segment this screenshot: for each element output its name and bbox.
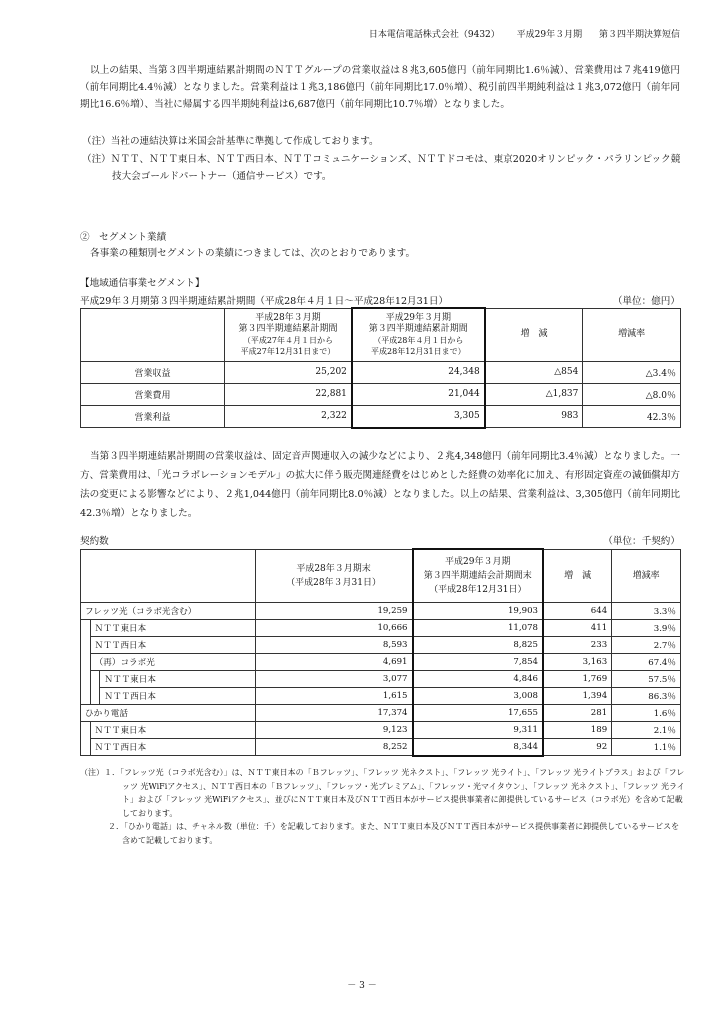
row-curr: 21,044	[352, 383, 485, 405]
row-rate: 3.3％	[612, 602, 681, 619]
table-row	[81, 738, 681, 756]
row-diff: 92	[543, 738, 612, 756]
header-report: 第３四半期決算短信	[598, 30, 680, 40]
row-label: ＮＴＴ東日本	[90, 619, 255, 636]
row-diff: 411	[543, 619, 612, 636]
header-curr-line3: （平成28年４月１日から	[373, 335, 464, 345]
row-label: ひかり電話	[81, 704, 256, 721]
row-label: 営業収益	[81, 361, 225, 383]
regional-paragraph: 当第３四半期連結累計期間の営業収益は、固定音声関連収入の減少などにより、２兆4,348億円（前年同期比3.4％減）となりました。一方、営業費用は、「光コラボレーションモデル」の拡大に伴う販売関連経費をはじめとした経費の効率化に加え、有形固定資産の減価償却方法の変更による影響などにより、２兆1,044億円（前年同期比8.0％減）となりました。以上の結果、営業利益は、3,305億円（前年同期比42.3％増）となりました。	[80, 451, 680, 519]
table-row	[81, 721, 681, 738]
row-curr: 9,311	[413, 721, 544, 738]
table-row	[81, 704, 681, 721]
row-curr: 4,846	[413, 670, 544, 687]
header-curr-line1: 平成29年３月期	[445, 556, 511, 567]
row-label: 営業利益	[81, 405, 225, 428]
table-row	[81, 670, 681, 687]
row-rate: 1.6％	[612, 704, 681, 721]
header-curr-end	[413, 549, 544, 602]
contracts-title: 契約数	[80, 536, 109, 547]
indent-cell	[90, 687, 100, 704]
header-curr-line2: 第３四半期連結会計期間末	[423, 570, 532, 581]
row-rate: 2.7％	[612, 636, 681, 653]
header-curr-line2: 第３四半期連結累計期間	[368, 323, 468, 334]
segment-section	[80, 230, 415, 262]
row-label: 営業費用	[81, 383, 225, 405]
row-curr: 3,008	[413, 687, 544, 704]
table-row	[81, 653, 681, 670]
table-row	[81, 636, 681, 653]
row-curr: 8,825	[413, 636, 544, 653]
footnotes	[80, 766, 685, 847]
row-label: ＮＴＴ西日本	[90, 636, 255, 653]
row-diff: 189	[543, 721, 612, 738]
header-prev-line2: （平成28年３月31日）	[286, 577, 382, 588]
row-prev: 4,691	[255, 653, 412, 670]
row-diff: 1,394	[543, 687, 612, 704]
row-label: ＮＴＴ西日本	[90, 738, 255, 756]
page-number: － 3 －	[347, 981, 377, 991]
row-rate: 86.3％	[612, 687, 681, 704]
table-header-row	[81, 549, 681, 602]
header-curr-period	[352, 308, 485, 361]
regional-title: 【地域通信事業セグメント】	[80, 278, 205, 289]
row-rate: 1.1％	[612, 738, 681, 756]
table-header-row	[81, 308, 681, 361]
row-curr: 7,854	[413, 653, 544, 670]
row-curr: 19,903	[413, 602, 544, 619]
row-curr: 17,655	[413, 704, 544, 721]
row-prev: 2,322	[224, 405, 351, 428]
row-diff: 281	[543, 704, 612, 721]
header-prev-period	[224, 308, 351, 361]
indent-cell	[81, 670, 91, 687]
row-prev: 25,202	[224, 361, 351, 383]
segment-intro: 各事業の種類別セグメントの業績につきましては、次のとおりであります。	[90, 248, 416, 259]
row-label: フレッツ光（コラボ光含む）	[81, 602, 256, 619]
header-blank	[81, 549, 256, 602]
regional-unit: （単位：億円）	[612, 296, 680, 307]
header-prev-line2: 第３四半期連結累計期間	[238, 323, 338, 334]
row-rate: △8.0％	[583, 383, 681, 405]
indent-cell	[81, 687, 91, 704]
header-prev-end	[255, 549, 412, 602]
row-curr: 8,344	[413, 738, 544, 756]
row-prev: 17,374	[255, 704, 412, 721]
header-rate: 増減率	[612, 549, 681, 602]
row-prev: 19,259	[255, 602, 412, 619]
header-prev-line1: 平成28年３月期	[255, 312, 321, 323]
indent-cell	[81, 721, 91, 738]
row-prev: 9,123	[255, 721, 412, 738]
row-prev: 8,252	[255, 738, 412, 756]
row-diff: 233	[543, 636, 612, 653]
header-prev-line3: （平成27年４月１日から	[242, 335, 334, 345]
table-row	[81, 687, 681, 704]
indent-cell	[81, 738, 91, 756]
row-label: （再）コラボ光	[90, 653, 255, 670]
row-rate: 3.9％	[612, 619, 681, 636]
table-row	[81, 383, 681, 405]
row-rate: 42.3％	[583, 405, 681, 428]
row-prev: 10,666	[255, 619, 412, 636]
row-curr: 11,078	[413, 619, 544, 636]
footnote-2: ２．「ひかり電話」は、チャネル数（単位：千）を記載しております。また、ＮＴＴ東日本及びＮＴＴ西日本がサービス提供事業者に卸提供しているサービスを含めて記載しております。	[108, 822, 680, 845]
segment-heading: ② セグメント業績	[80, 232, 167, 243]
indent-cell	[81, 619, 91, 636]
header-prev-line4: 平成27年12月31日まで）	[240, 346, 336, 356]
page-header	[355, 27, 680, 40]
row-diff: 644	[543, 602, 612, 619]
header-blank	[81, 308, 225, 361]
row-diff: 983	[485, 405, 583, 428]
header-company: 日本電信電話株式会社（9432）	[368, 30, 500, 40]
row-diff: 3,163	[543, 653, 612, 670]
row-rate: 2.1％	[612, 721, 681, 738]
header-curr-line4: 平成28年12月31日まで）	[371, 346, 466, 356]
note-accounting: （注）当社の連結決算は米国会計基準に準拠して作成しております。	[82, 136, 379, 147]
table-row	[81, 405, 681, 428]
row-rate: △3.4％	[583, 361, 681, 383]
table-row	[81, 602, 681, 619]
regional-period: 平成29年３月期第３四半期連結累計期間（平成28年４月１日～平成28年12月31日）	[80, 296, 449, 307]
row-diff: △1,837	[485, 383, 583, 405]
row-label: ＮＴＴ東日本	[90, 721, 255, 738]
header-diff: 増 減	[485, 308, 583, 361]
footnote-1: （注）１．「フレッツ光（コラボ光含む）」は、ＮＴＴ東日本の「Ｂフレッツ」、「フレッツ 光ネクスト」、「フレッツ 光ライト」、「フレッツ 光ライトプラス」および「フレッツ 光WiFiアクセス」、ＮＴＴ西日本の「Ｂフレッツ」、「フレッツ・光プレミアム」、「フレッツ・光マイタウン」、「フレッツ 光ネクスト」、「フレッツ 光ライト」および「フレッツ 光WiFiアクセス」、並びにＮＴＴ東日本及びＮＴＴ西日本がサービス提供事業者に卸提供しているサービス（コラボ光）を含めて記載しております。	[80, 768, 685, 818]
regional-segment-table	[80, 307, 681, 429]
row-diff: 1,769	[543, 670, 612, 687]
header-period: 平成29年３月期	[516, 30, 583, 40]
header-rate: 増減率	[583, 308, 681, 361]
row-prev: 22,881	[224, 383, 351, 405]
indent-cell	[81, 636, 91, 653]
row-label: ＮＴＴ東日本	[100, 670, 255, 687]
summary-paragraph: 以上の結果、当第３四半期連結累計期間のＮＴＴグループの営業収益は８兆3,605億円（前年同期比1.6％減）、営業費用は７兆419億円（前年同期比4.4％減）となりました。営業利益は１兆3,186億円（前年同期比17.0％増）、税引前四半期純利益は１兆3,072億円（前年同期比16.6％増）、当社に帰属する四半期純利益は6,687億円（前年同期比10.7％増）となりました。	[80, 65, 680, 110]
row-rate: 67.4％	[612, 653, 681, 670]
indent-cell	[81, 653, 91, 670]
row-curr: 24,348	[352, 361, 485, 383]
row-prev: 3,077	[255, 670, 412, 687]
table-row	[81, 361, 681, 383]
indent-cell	[90, 670, 100, 687]
table-row	[81, 619, 681, 636]
row-curr: 3,305	[352, 405, 485, 428]
header-curr-line3: （平成28年12月31日）	[429, 584, 527, 595]
row-prev: 8,593	[255, 636, 412, 653]
header-diff: 増 減	[543, 549, 612, 602]
header-curr-line1: 平成29年３月期	[385, 312, 452, 323]
contracts-unit: （単位：千契約）	[603, 536, 680, 547]
contracts-table	[80, 548, 681, 757]
row-label: ＮＴＴ西日本	[100, 687, 255, 704]
row-rate: 57.5％	[612, 670, 681, 687]
note-olympic: （注）ＮＴＴ、ＮＴＴ東日本、ＮＴＴ西日本、ＮＴＴコミュニケーションズ、ＮＴＴドコモは、東京2020オリンピック・パラリンピック競技大会ゴールドパートナー（通信サービス）です。	[82, 154, 681, 182]
header-prev-line1: 平成28年３月期末	[296, 563, 371, 574]
row-diff: △854	[485, 361, 583, 383]
row-prev: 1,615	[255, 687, 412, 704]
